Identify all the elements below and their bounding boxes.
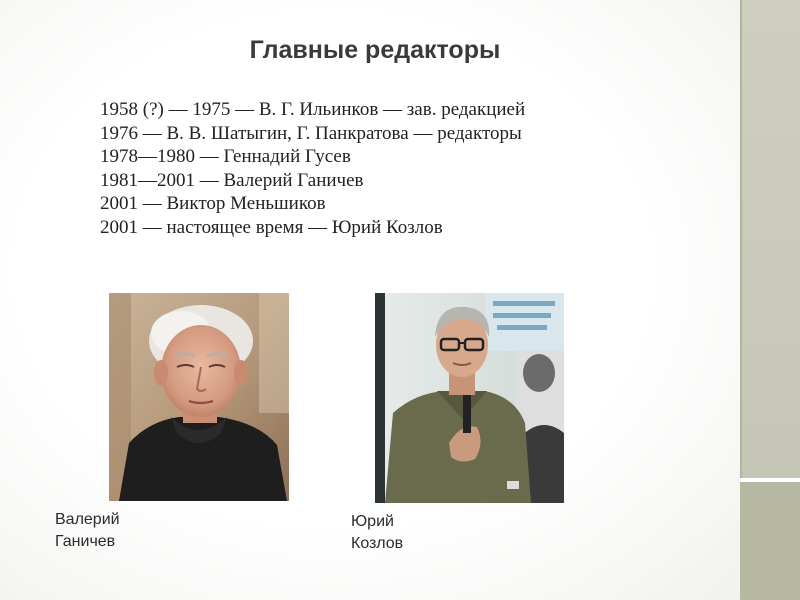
timeline-entry: 1976 — В. В. Шатыгин, Г. Панкратова — редакторы <box>100 122 522 144</box>
caption-first-name: Юрий <box>351 513 394 530</box>
slide-title: Главные редакторы <box>249 36 501 64</box>
caption-kozlov <box>351 511 511 555</box>
caption-first-name: Валерий <box>55 511 120 528</box>
portrait-photo-kozlov <box>375 293 564 503</box>
editors-timeline <box>100 98 525 239</box>
timeline-entry: 2001 — Виктор Меньшиков <box>100 193 326 214</box>
slide-side-bar <box>740 0 800 600</box>
timeline-entry: 1958 (?) — 1975 — В. Г. Ильинков — зав. редакцией <box>100 99 526 120</box>
caption-last-name: Козлов <box>351 535 404 552</box>
timeline-entry: 2001 — настоящее время — Юрий Козлов <box>100 216 443 238</box>
timeline-entry: 1981—2001 — Валерий Ганичев <box>100 169 364 191</box>
timeline-entry: 1978—1980 — Геннадий Гусев <box>100 146 351 167</box>
portrait-photo-ganichev <box>109 293 289 501</box>
caption-ganichev <box>55 509 215 553</box>
caption-last-name: Ганичев <box>55 533 116 550</box>
side-bar-bottom-block <box>740 482 800 600</box>
